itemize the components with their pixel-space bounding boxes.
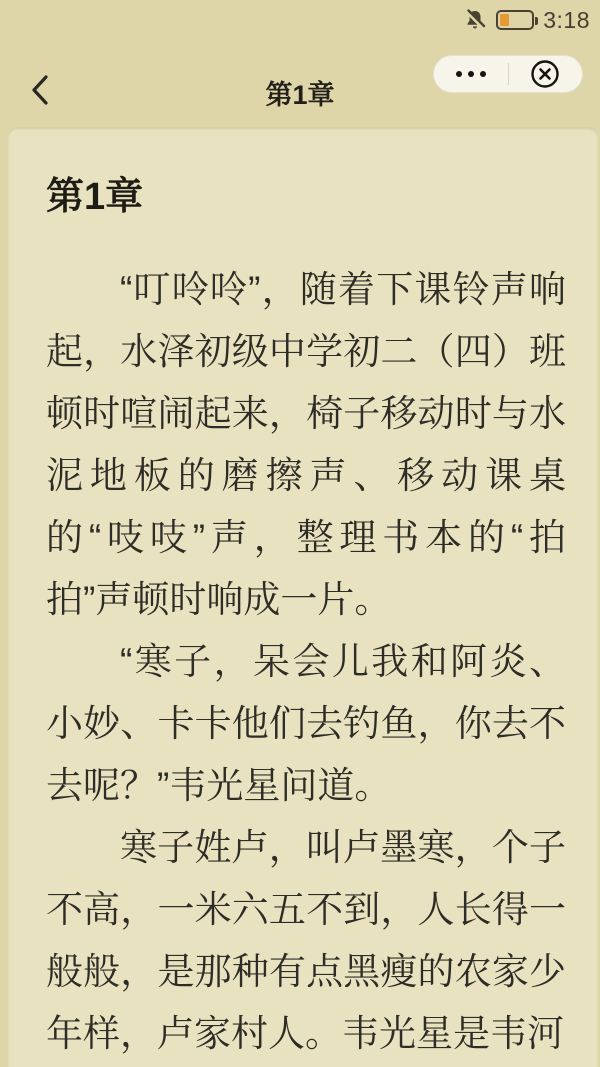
battery-icon bbox=[496, 10, 534, 30]
nav-bar bbox=[0, 40, 600, 127]
nav-title: 第1章 bbox=[265, 80, 335, 110]
reader-card[interactable] bbox=[8, 127, 598, 1067]
close-circle-icon bbox=[530, 59, 560, 89]
paragraph: 寒子姓卢，叫卢墨寒，个子不高，一米六五不到，人长得一般般，是那种有点黑瘦的农家少年样，卢家村人。韦光星是韦河 bbox=[46, 826, 566, 1054]
paragraph: “寒子，呆会儿我和阿炎、小妙、卡卡他们去钓鱼，你去不去呢？”韦光星问道。 bbox=[46, 640, 566, 806]
chapter-title: 第1章 bbox=[46, 176, 144, 218]
chapter-body bbox=[46, 259, 566, 1065]
close-button[interactable] bbox=[509, 56, 583, 92]
ellipsis-icon bbox=[456, 71, 486, 77]
battery-cap bbox=[535, 17, 538, 25]
paragraph: “叮呤呤”，随着下课铃声响起，水泽初级中学初二（四）班顿时喧闹起来，椅子移动时与水泥地板的磨擦声、移动课桌的“吱吱”声，整理书本的“拍拍”声顿时响成一片。 bbox=[46, 268, 566, 620]
miniprogram-capsule bbox=[433, 55, 583, 93]
more-button[interactable] bbox=[434, 56, 508, 92]
status-bar bbox=[0, 0, 600, 40]
battery-fill-level bbox=[500, 14, 509, 26]
mute-icon bbox=[463, 8, 487, 32]
status-time: 3:18 bbox=[543, 6, 590, 33]
